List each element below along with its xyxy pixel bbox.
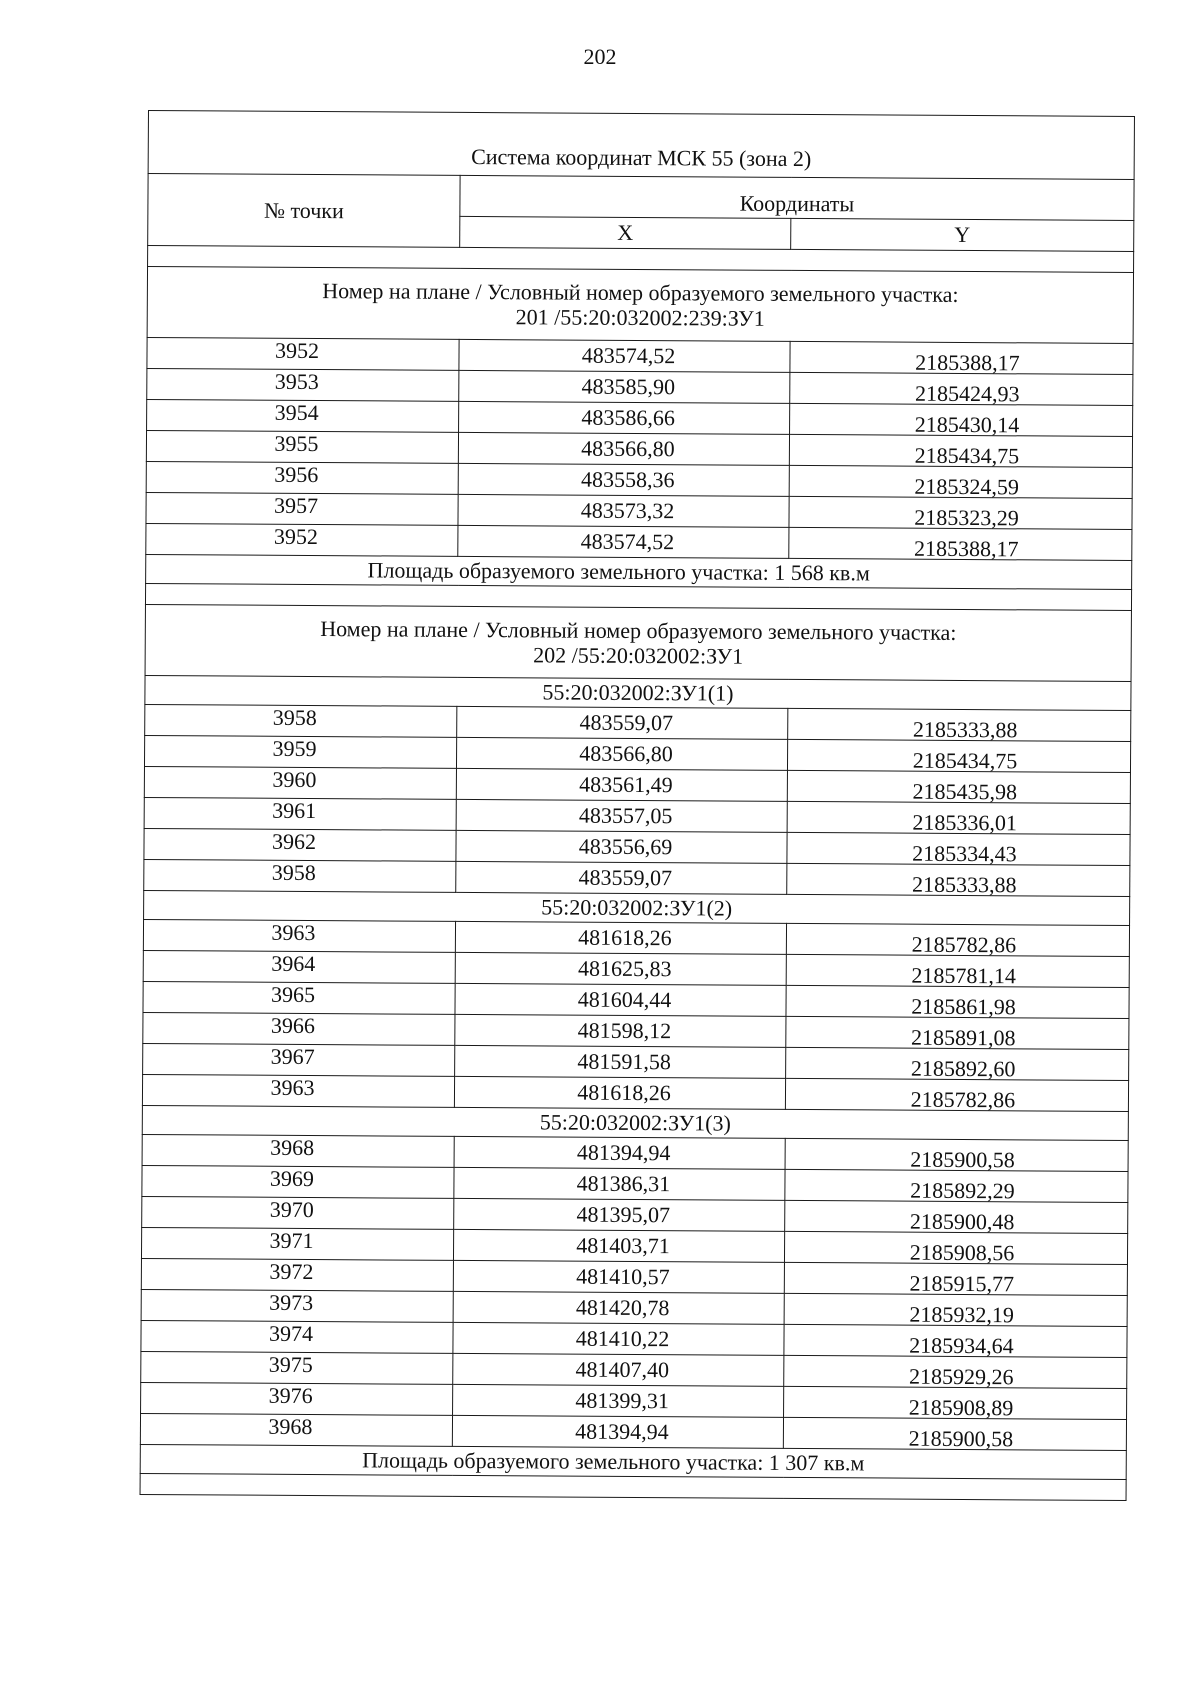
x-coordinate bbox=[456, 830, 787, 863]
cell-value: 3957 bbox=[274, 492, 319, 519]
cell-value: 2185929,26 bbox=[908, 1363, 1014, 1390]
y-coordinate bbox=[790, 372, 1133, 405]
y-coordinate bbox=[788, 708, 1131, 741]
point-number bbox=[142, 1165, 454, 1198]
cell-value: 483559,07 bbox=[578, 864, 673, 891]
header-row bbox=[148, 174, 1134, 221]
cell-value: 2185891,08 bbox=[911, 1024, 1016, 1051]
y-coordinate bbox=[784, 1262, 1127, 1295]
coordinates-table bbox=[140, 110, 1135, 1501]
cell-value: 2185324,59 bbox=[914, 473, 1020, 500]
cell-value: 2185782,86 bbox=[910, 1086, 1016, 1113]
parcel-title bbox=[145, 604, 1131, 681]
x-coordinate bbox=[456, 737, 787, 770]
x-coordinate bbox=[453, 1353, 784, 1386]
parcel-area-text: Площадь образуемого земельного участка: 1 568 кв.м bbox=[367, 557, 870, 586]
cell-value: 481407,40 bbox=[575, 1356, 670, 1383]
cell-value: 483559,07 bbox=[579, 709, 674, 736]
y-coordinate bbox=[783, 1417, 1126, 1450]
cell-value: 2185915,77 bbox=[909, 1270, 1015, 1297]
x-coordinate bbox=[459, 370, 790, 403]
cell-value: 481591,58 bbox=[577, 1048, 672, 1075]
cell-value: 3963 bbox=[271, 919, 316, 946]
cell-value: 3976 bbox=[268, 1382, 313, 1409]
point-number bbox=[146, 430, 458, 463]
y-coordinate bbox=[789, 465, 1132, 498]
cell-value: 2185900,58 bbox=[910, 1146, 1015, 1173]
cell-value: 481618,26 bbox=[577, 1079, 671, 1106]
cell-value: 481395,07 bbox=[576, 1201, 671, 1228]
cell-value: 3971 bbox=[269, 1227, 314, 1254]
x-coordinate bbox=[455, 1014, 786, 1047]
cell-value: 2185323,29 bbox=[914, 504, 1019, 531]
point-number bbox=[147, 399, 459, 432]
x-coordinate bbox=[454, 1076, 785, 1109]
coordinate-system-title: Система координат МСК 55 (зона 2) bbox=[148, 111, 1134, 180]
parcel-title bbox=[147, 267, 1133, 344]
point-number bbox=[141, 1289, 453, 1322]
cell-value: 2185908,89 bbox=[908, 1394, 1014, 1421]
y-coordinate bbox=[784, 1324, 1127, 1357]
contour-title: 55:20:032002:ЗУ1(1) bbox=[145, 675, 1131, 710]
point-number bbox=[146, 461, 458, 494]
cell-value: 3958 bbox=[271, 859, 316, 886]
cell-value: 483585,90 bbox=[581, 373, 676, 400]
cell-value: 2185424,93 bbox=[914, 380, 1020, 407]
cell-value: 2185932,19 bbox=[909, 1301, 1014, 1328]
cell-value: 2185333,88 bbox=[911, 871, 1017, 898]
cell-value: 2185908,56 bbox=[909, 1239, 1015, 1266]
x-coordinate bbox=[458, 463, 789, 496]
cell-value: 481618,26 bbox=[578, 924, 672, 951]
point-number bbox=[144, 797, 456, 830]
point-number bbox=[143, 1043, 455, 1076]
cell-value: 3966 bbox=[270, 1012, 315, 1039]
coordinates-column-header: Координаты bbox=[460, 175, 1134, 220]
point-number bbox=[142, 1196, 454, 1229]
y-coordinate bbox=[790, 403, 1133, 436]
cell-value: 2185430,14 bbox=[914, 411, 1020, 438]
y-coordinate bbox=[786, 1016, 1129, 1049]
x-coordinate bbox=[455, 952, 786, 985]
y-coordinate bbox=[787, 863, 1130, 896]
point-number bbox=[145, 704, 457, 737]
parcel-cadastral-number: 202 /55:20:032002:ЗУ1 bbox=[533, 642, 744, 669]
x-coordinate bbox=[456, 861, 787, 894]
cell-value: 3964 bbox=[271, 950, 316, 977]
x-column-header: X bbox=[460, 216, 791, 249]
point-number bbox=[144, 828, 456, 861]
cell-value: 2185861,98 bbox=[911, 993, 1016, 1020]
point-number bbox=[144, 859, 456, 892]
cell-value: 481410,57 bbox=[576, 1263, 670, 1290]
page-number: 202 bbox=[583, 44, 617, 69]
y-coordinate bbox=[787, 801, 1130, 834]
x-coordinate bbox=[456, 799, 787, 832]
cell-value: 483566,80 bbox=[579, 740, 673, 767]
x-coordinate bbox=[458, 494, 789, 527]
cell-value: 3954 bbox=[274, 399, 319, 426]
cell-value: 3958 bbox=[272, 704, 317, 731]
y-coordinate bbox=[786, 985, 1129, 1018]
y-coordinate bbox=[789, 496, 1132, 529]
cell-value: 483573,32 bbox=[580, 497, 675, 524]
y-coordinate bbox=[787, 739, 1130, 772]
cell-value: 481399,31 bbox=[575, 1387, 669, 1414]
cell-value: 3965 bbox=[271, 981, 316, 1008]
cell-value: 2185781,14 bbox=[911, 962, 1017, 989]
cell-value: 2185782,86 bbox=[911, 931, 1017, 958]
x-coordinate bbox=[459, 339, 790, 372]
cell-value: 3955 bbox=[274, 430, 319, 457]
cell-value: 3963 bbox=[270, 1074, 315, 1101]
y-coordinate bbox=[784, 1386, 1127, 1419]
cell-value: 481403,71 bbox=[576, 1232, 670, 1259]
cell-value: 483557,05 bbox=[578, 802, 673, 829]
y-coordinate bbox=[786, 1047, 1129, 1080]
x-coordinate bbox=[453, 1260, 784, 1293]
x-coordinate bbox=[452, 1415, 783, 1448]
point-number bbox=[144, 766, 456, 799]
cell-value: 2185892,29 bbox=[910, 1177, 1015, 1204]
cell-value: 2185435,98 bbox=[912, 778, 1018, 805]
y-coordinate bbox=[785, 1138, 1128, 1171]
contour-title: 55:20:032002:ЗУ1(3) bbox=[142, 1105, 1128, 1140]
parcel-area-text: Площадь образуемого земельного участка: 1 307 кв.м bbox=[362, 1447, 865, 1476]
point-number bbox=[147, 337, 459, 370]
cell-value: 3952 bbox=[273, 523, 318, 550]
cell-value: 2185388,17 bbox=[914, 535, 1019, 562]
cell-value: 2185334,43 bbox=[912, 840, 1017, 867]
x-coordinate bbox=[453, 1322, 784, 1355]
x-coordinate bbox=[455, 1045, 786, 1078]
y-coordinate bbox=[787, 770, 1130, 803]
x-coordinate bbox=[453, 1229, 784, 1262]
cell-value: 3961 bbox=[272, 797, 317, 824]
cell-value: 481420,78 bbox=[575, 1294, 670, 1321]
parcel-title-row bbox=[147, 267, 1133, 344]
cell-value: 2185336,01 bbox=[912, 809, 1017, 836]
x-coordinate bbox=[455, 983, 786, 1016]
cell-value: 483574,52 bbox=[581, 342, 676, 369]
parcel-title-row bbox=[145, 604, 1131, 681]
x-coordinate bbox=[454, 1136, 785, 1169]
coordinate-system-row bbox=[148, 111, 1134, 180]
cell-value: 483566,80 bbox=[581, 435, 675, 462]
x-coordinate bbox=[453, 1291, 784, 1324]
cell-value: 3968 bbox=[270, 1134, 315, 1161]
cell-value: 2185388,17 bbox=[915, 349, 1020, 376]
cell-value: 2185434,75 bbox=[912, 747, 1018, 774]
parcel-title-line1: Номер на плане / Условный номер образуемого земельного участка: bbox=[320, 615, 957, 645]
x-coordinate bbox=[455, 921, 786, 954]
point-number bbox=[140, 1413, 452, 1446]
x-coordinate bbox=[453, 1384, 784, 1417]
y-column-header: Y bbox=[791, 218, 1134, 251]
cell-value: 481386,31 bbox=[576, 1170, 671, 1197]
x-coordinate bbox=[454, 1167, 785, 1200]
parcel-cadastral-number: 201 /55:20:032002:239:ЗУ1 bbox=[515, 304, 765, 331]
coordinates-table-body bbox=[140, 111, 1134, 1501]
y-coordinate bbox=[786, 954, 1129, 987]
cell-value: 2185900,58 bbox=[908, 1425, 1014, 1452]
cell-value: 2185892,60 bbox=[910, 1055, 1016, 1082]
x-coordinate bbox=[454, 1198, 785, 1231]
cell-value: 483574,52 bbox=[580, 528, 675, 555]
cell-value: 483558,36 bbox=[580, 466, 675, 493]
x-coordinate bbox=[456, 768, 787, 801]
cell-value: 3972 bbox=[269, 1258, 314, 1285]
point-number bbox=[141, 1320, 453, 1353]
point-number bbox=[144, 735, 456, 768]
y-coordinate bbox=[787, 832, 1130, 865]
cell-value: 481625,83 bbox=[577, 955, 672, 982]
cell-value: 3956 bbox=[274, 461, 319, 488]
cell-value: 3973 bbox=[269, 1289, 314, 1316]
cell-value: 3974 bbox=[268, 1320, 314, 1347]
cell-value: 481410,22 bbox=[575, 1325, 670, 1352]
parcel-title-line1: Номер на плане / Условный номер образуемого земельного участка: bbox=[322, 277, 959, 307]
cell-value: 483556,69 bbox=[578, 833, 673, 860]
point-number bbox=[146, 492, 458, 525]
cell-value: 481604,44 bbox=[577, 986, 672, 1013]
point-number bbox=[142, 1074, 454, 1107]
cell-value: 2185434,75 bbox=[914, 442, 1020, 469]
cell-value: 2185900,48 bbox=[909, 1208, 1015, 1235]
y-coordinate bbox=[785, 1078, 1128, 1111]
contour-title: 55:20:032002:ЗУ1(2) bbox=[144, 890, 1130, 925]
point-number bbox=[142, 1134, 454, 1167]
cell-value: 483561,49 bbox=[579, 771, 673, 798]
x-coordinate bbox=[459, 401, 790, 434]
y-coordinate bbox=[785, 1169, 1128, 1202]
cell-value: 2185333,88 bbox=[912, 716, 1018, 743]
cell-value: 481598,12 bbox=[577, 1017, 672, 1044]
cell-value: 483586,66 bbox=[581, 404, 675, 431]
point-number bbox=[141, 1258, 453, 1291]
cell-value: 3959 bbox=[272, 735, 317, 762]
point-number bbox=[147, 368, 459, 401]
y-coordinate bbox=[784, 1355, 1127, 1388]
point-number bbox=[146, 523, 458, 556]
point-number bbox=[141, 1227, 453, 1260]
y-coordinate bbox=[790, 341, 1133, 374]
y-coordinate bbox=[789, 434, 1132, 467]
y-coordinate bbox=[785, 1200, 1128, 1233]
y-coordinate bbox=[789, 527, 1132, 560]
cell-value: 3960 bbox=[272, 766, 317, 793]
y-coordinate bbox=[786, 923, 1129, 956]
cell-value: 3969 bbox=[269, 1165, 315, 1192]
cell-value: 2185934,64 bbox=[909, 1332, 1014, 1359]
cell-value: 3970 bbox=[269, 1196, 314, 1223]
cell-value: 3952 bbox=[274, 337, 320, 364]
point-column-header: № точки bbox=[148, 174, 460, 248]
point-number bbox=[143, 981, 455, 1014]
cell-value: 3968 bbox=[268, 1413, 313, 1440]
cell-value: 481394,94 bbox=[575, 1418, 669, 1445]
y-coordinate bbox=[784, 1293, 1127, 1326]
cell-value: 481394,94 bbox=[576, 1139, 671, 1166]
x-coordinate bbox=[458, 432, 789, 465]
cell-value: 3962 bbox=[271, 828, 317, 855]
x-coordinate bbox=[458, 525, 789, 558]
point-number bbox=[143, 919, 455, 952]
cell-value: 3967 bbox=[270, 1043, 315, 1070]
point-number bbox=[143, 950, 455, 983]
cell-value: 3953 bbox=[274, 368, 319, 395]
point-number bbox=[141, 1382, 453, 1415]
point-number bbox=[143, 1012, 455, 1045]
cell-value: 3975 bbox=[268, 1351, 313, 1378]
point-number bbox=[141, 1351, 453, 1384]
y-coordinate bbox=[784, 1231, 1127, 1264]
x-coordinate bbox=[457, 706, 788, 739]
